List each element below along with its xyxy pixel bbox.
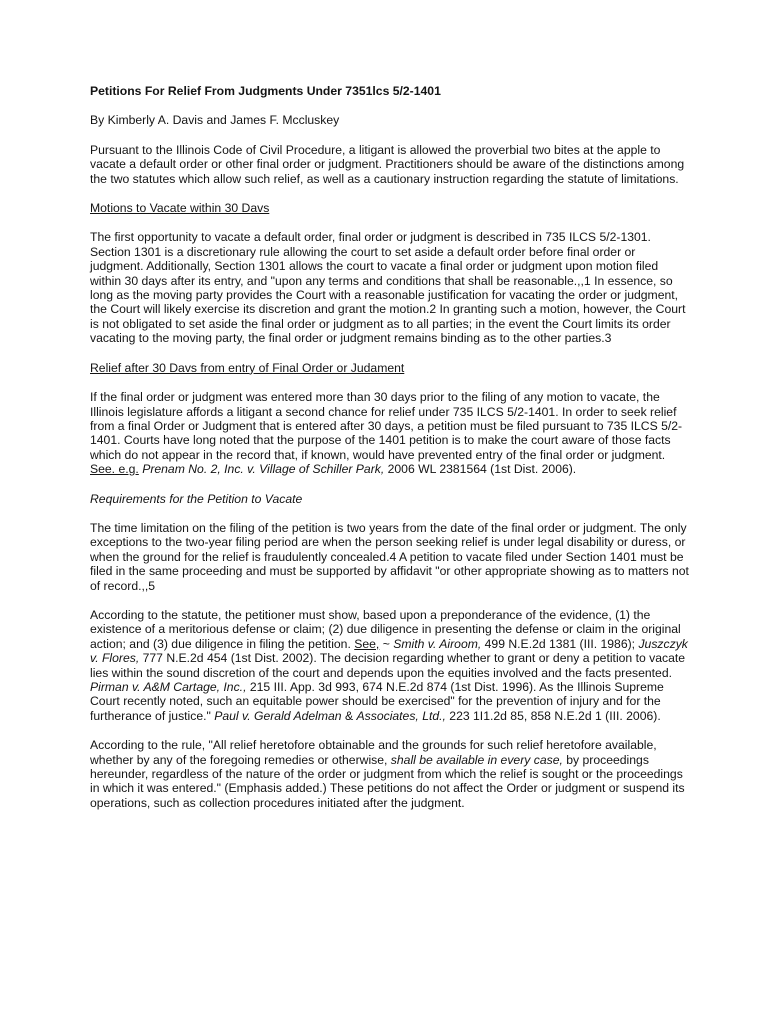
statute-text-7: 223 1I1.2d 85, 858 N.E.2d 1 (III. 2006). [445,708,661,723]
statute-text-6: & [341,708,357,723]
statute-text-2: ~ [379,636,394,651]
author-byline: By Kimberly A. Davis and James F. Mccluskey [90,113,340,128]
statute-text-5: 215 III. App. 3d 993, 674 N.E.2d 874 (1st Dist. 1996). As the Illinois Supreme Court recently noted, such an equitable power should be exercised" for the prevention of injury and for the furtherance of justice." [90,680,664,723]
case-name-smith: Smith v. Airoom, [393,636,482,651]
statute-paragraph [90,608,690,723]
requirements-paragraph: The time limitation on the filing of the petition is two years from the date of the final order or judgment. The only exceptions to the two-year filing period are when the person seeking relief is under legal disability or duress, or when the ground for the relief is fraudulently concealed.4 A petition to vacate filed under Section 1401 must be filed in the same proceeding and must be supported by affidavit "or other appropriate showing as to matters not of record.,,5 [90,520,689,593]
document-page [90,84,690,825]
section2-paragraph [90,390,690,476]
case-name-paul-a: Paul v. Gerald Adelman [214,708,342,723]
rule-text-2: by proceedings hereunder, regardless of the nature of the order or judgment from which the relief is sought or the proceedings in which it was entered." (Emphasis added.) These petitions do not affect the Order or judgment or suspend its operations, such as collection procedures initiated after the judgment. [90,752,685,810]
see-eg-signal: See. e.g. [90,462,139,477]
rule-emphasis: shall be available in every case, [390,752,563,767]
document-title: Petitions For Relief From Judgments Under 7351lcs 5/2-1401 [90,84,441,98]
section-heading-motions: Motions to Vacate within 30 Davs [90,201,270,216]
section2-text: If the final order or judgment was entered more than 30 days prior to the filing of any motion to vacate, the Illinois legislature affords a litigant a second chance for relief under 735 ILCS 5/2-1401. In order to seek relief from a final Order or Judgment that is entered after 30 days, a petition must be filed pursuant to 735 ILCS 5/2-1401. Courts have long noted that the purpose of the 1401 petition is to make the court aware of those facts which do not appear in the record that, if known, would have prevented entry of the final order or judgment. [90,390,683,462]
statute-text-1: According to the statute, the petitioner must show, based upon a preponderance of the evidence, (1) the existence of a meritorious defense or claim; (2) due diligence in presenting the defense or claim in the original action; and (3) due diligence in filing the petition. [90,607,681,651]
intro-paragraph: Pursuant to the Illinois Code of Civil Procedure, a litigant is allowed the proverbial two bites at the apple to vacate a default order or other final order or judgment. Practitioners should be aware of the distinctions among the two statutes which allow such relief, as well as a cautionary instruction regarding the statute of limitations. [90,142,685,186]
statute-text-4: 777 N.E.2d 454 (1st Dist. 2002). The decision regarding whether to grant or deny a petition to vacate lies within the sound discretion of the court and depends upon the equities involved and the facts presented. [90,651,686,680]
section1-paragraph: The first opportunity to vacate a default order, final order or judgment is described in 735 ILCS 5/2-1301. Section 1301 is a discretionary rule allowing the court to set aside a default order before final order or judgment. Additionally, Section 1301 allows the court to vacate a final order or judgment upon motion filed within 30 days after its entry, and "upon any terms and conditions that shall be reasonable.,,1 In essence, so long as the moving party provides the Court with a reasonable justification for vacating the order or judgment, the Court will likely exercise its discretion and grant the motion.2 In granting such a motion, however, the Court is not obligated to set aside the final order or judgment as to all parties; in the event the Court limits its order vacating to the moving party, the final order or judgment remains binding as to the other parties.3 [90,230,686,346]
case-name-paul-b: Associates, Ltd., [356,708,446,723]
case-name-juszczyk: Juszczyk v. Flores, [90,636,688,666]
case-name-prenam: Prenam No. 2, Inc. v. Village of Schiller Park, [142,462,385,477]
rule-paragraph [90,738,690,810]
case-cite-prenam: 2006 WL 2381564 (1st Dist. 2006). [387,462,577,477]
section-heading-relief: Relief after 30 Davs from entry of Final Order or Judament [90,360,405,375]
subheading-requirements: Requirements for the Petition to Vacate [90,491,303,506]
case-name-pirman: Pirman v. A&M Cartage, Inc., [90,680,247,694]
rule-text-1: According to the rule, "All relief heretofore obtainable and the grounds for such relief heretofore available, whether by any of the foregoing remedies or otherwise, [90,738,657,767]
statute-text-3: 499 N.E.2d 1381 (III. 1986); [481,636,639,651]
see-signal: See, [354,636,380,651]
